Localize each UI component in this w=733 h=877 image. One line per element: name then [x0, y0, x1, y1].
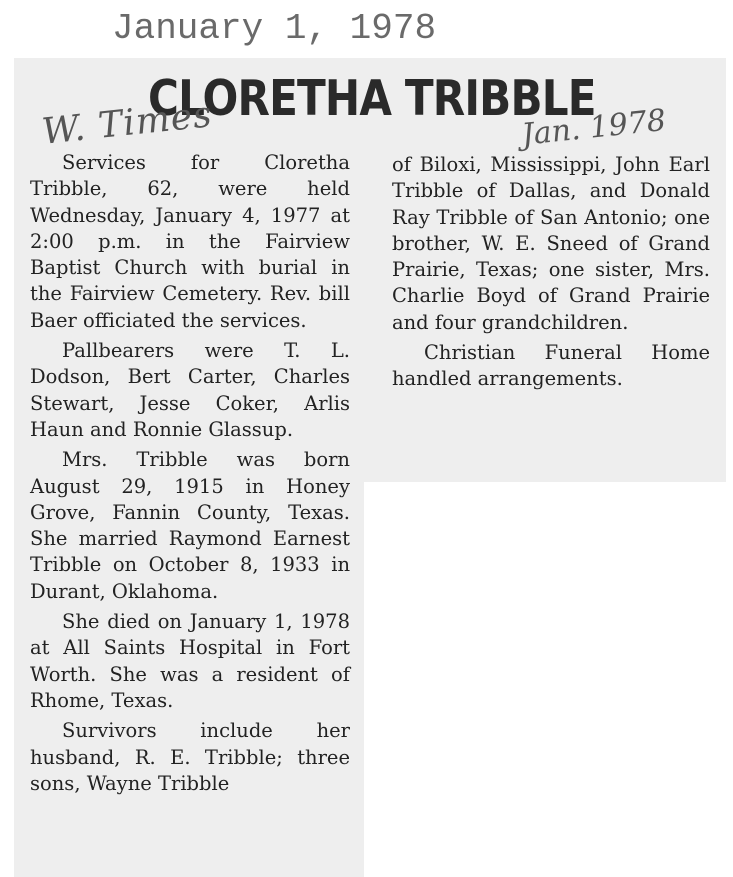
- clipping-date: January 1, 1978: [112, 8, 437, 49]
- left-column: [30, 150, 350, 801]
- paragraph-pallbearers: Pallbearers were T. L. Dodson, Bert Carter, Charles Stewart, Jesse Coker, Arlis Haun and Ronnie Glassup.: [30, 339, 350, 441]
- obituary-headline: CLORETHA TRIBBLE: [148, 70, 596, 127]
- paragraph-survivors-continued: of Biloxi, Mississippi, John Earl Tribble of Dallas, and Donald Ray Tribble of San Antonio; one brother, W. E. Sneed of Grand Prairie, Texas; one sister, Mrs. Charlie Boyd of Grand Prairie and four grandchildren.: [392, 153, 710, 334]
- paragraph-funeral-home: Christian Funeral Home handled arrangements.: [392, 341, 710, 391]
- right-column: [392, 152, 710, 397]
- paragraph-services: Services for Cloretha Tribble, 62, were held Wednesday, January 4, 1977 at 2:00 p.m. in the Fairview Baptist Church with burial in the Fairview Cemetery. Rev. bill Baer officiated the services.: [30, 151, 350, 332]
- paragraph-survivors-start: Survivors include her husband, R. E. Tribble; three sons, Wayne Tribble: [30, 719, 350, 795]
- paragraph-birth-marriage: Mrs. Tribble was born August 29, 1915 in Honey Grove, Fannin County, Texas. She married Raymond Earnest Tribble on October 8, 1933 in Durant, Oklahoma.: [30, 448, 350, 603]
- paragraph-death: She died on January 1, 1978 at All Saints Hospital in Fort Worth. She was a resident of Rhome, Texas.: [30, 610, 350, 712]
- handwritten-source-note: W. Times: [40, 94, 215, 153]
- handwritten-date-note: Jan. 1978: [520, 102, 668, 153]
